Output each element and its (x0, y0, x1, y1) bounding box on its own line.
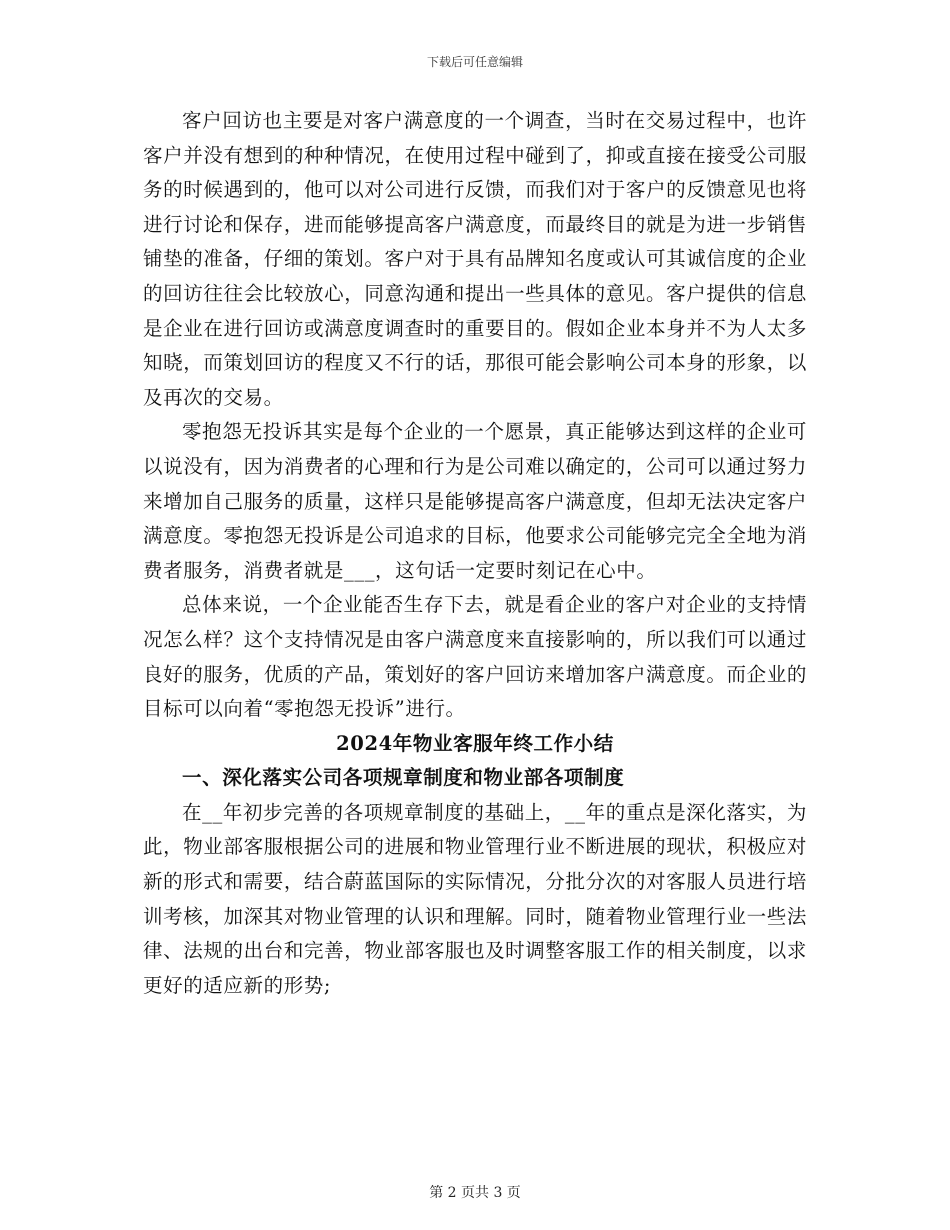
document-body (143, 104, 807, 1003)
body-paragraph: 总体来说，一个企业能否生存下去，就是看企业的客户对企业的支持情况怎么样？这个支持情况是由客户满意度来直接影响的，所以我们可以通过良好的服务，优质的产品，策划好的客户回访来增加客户满意度。而企业的目标可以向着“零抱怨无投诉”进行。 (143, 593, 807, 721)
body-paragraph: 零抱怨无投诉其实是每个企业的一个愿景，真正能够达到这样的企业可以说没有，因为消费者的心理和行为是公司难以确定的，公司可以通过努力来增加自己服务的质量，这样只是能够提高客户满意度，但却无法决定客户满意度。零抱怨无投诉是公司追求的目标，他要求公司能够完完全全地为消费者服务，消费者就是___，这句话一定要时刻记在心中。 (143, 420, 807, 582)
page-header: 下载后可任意编辑 (426, 55, 523, 69)
body-paragraph: 客户回访也主要是对客户满意度的一个调查，当时在交易过程中，也许客户并没有想到的种种情况，在使用过程中碰到了，抑或直接在接受公司服务的时候遇到的，他可以对公司进行反馈，而我们对于客户的反馈意见也将进行讨论和保存，进而能够提高客户满意度，而最终目的就是为进一步销售铺垫的准备，仔细的策划。客户对于具有品牌知名度或认可其诚信度的企业的回访往往会比较放心，同意沟通和提出一些具体的意见。客户提供的信息是企业在进行回访或满意度调查时的重要目的。假如企业本身并不为人太多知晓，而策划回访的程度又不行的话，那很可能会影响公司本身的形象，以及再次的交易。 (143, 109, 807, 409)
section-title: 2024年物业客服年终工作小结 (336, 731, 614, 755)
section-heading: 一、深化落实公司各项规章制度和物业部各项制度 (182, 766, 625, 790)
page-footer: 第 2 页共 3 页 (429, 1185, 521, 1201)
body-paragraph: 在__年初步完善的各项规章制度的基础上，__年的重点是深化落实，为此，物业部客服根据公司的进展和物业管理行业不断进展的现状，积极应对新的形式和需要，结合蔚蓝国际的实际情况，分批分次的对客服人员进行培训考核，加深其对物业管理的认识和理解。同时，随着物业管理行业一些法律、法规的出台和完善，物业部客服也及时调整客服工作的相关制度，以求更好的适应新的形势; (143, 800, 807, 997)
